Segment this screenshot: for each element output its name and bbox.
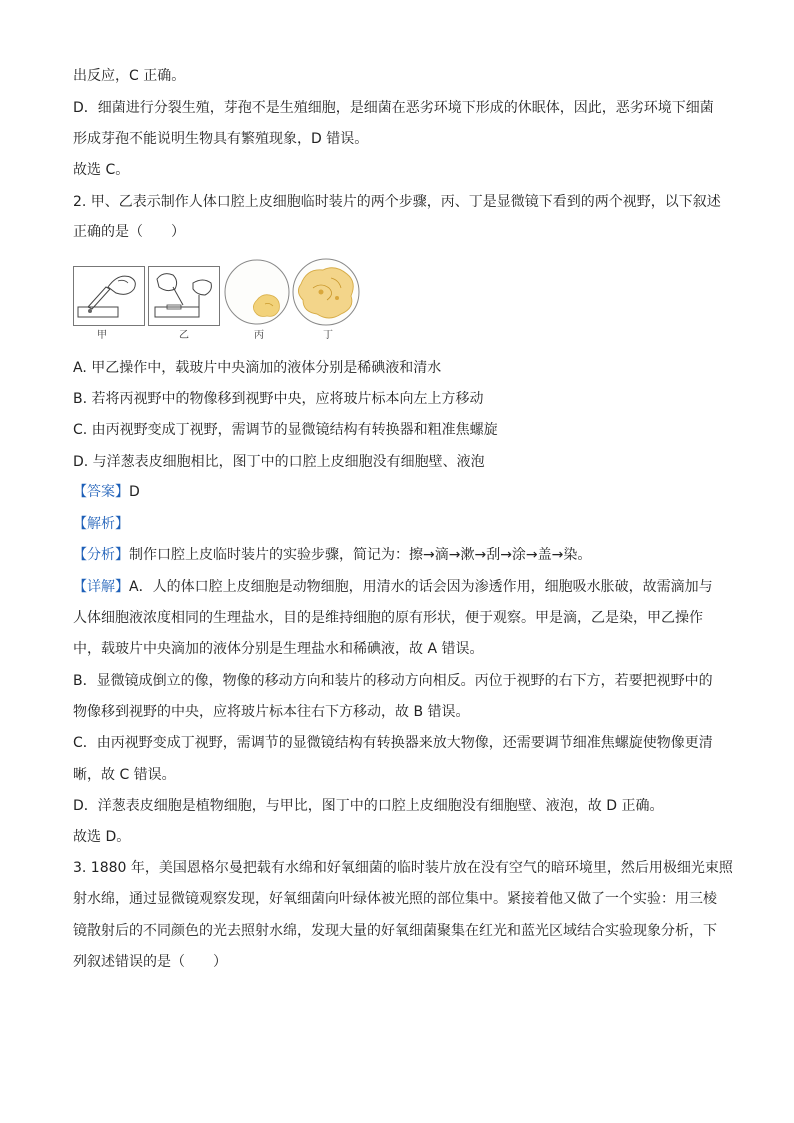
microscope-view-ding: [291, 258, 361, 328]
question-3-stem-cont: 射水绵，通过显微镜观察发现，好氧细菌向叶绿体被光照的部位集中。紧接着他又做了一个实验：用三棱: [73, 891, 717, 907]
text-line: D．洋葱表皮细胞是植物细胞，与甲比，图丁中的口腔上皮细胞没有细胞壁、液泡，故 D 正确。: [73, 798, 664, 814]
xiangjie-line: [73, 577, 713, 597]
caption-bing: 丙: [254, 330, 264, 341]
text-line: 物像移到视野的中央，应将玻片标本往右下方移动，故 B 错误。: [73, 704, 470, 720]
fenxi-line: [73, 545, 591, 565]
question-3-stem-cont: 列叙述错误的是（ ）: [73, 954, 227, 970]
text-line: 晰，故 C 错误。: [73, 767, 176, 783]
question-2-stem: 2. 甲、乙表示制作人体口腔上皮细胞临时装片的两个步骤，丙、丁是显微镜下看到的两个视野，以下叙述: [73, 194, 721, 210]
answer-tag: 【答案】: [73, 484, 129, 500]
text-line: D．细菌进行分裂生殖，芽孢不是生殖细胞，是细菌在恶劣环境下形成的休眠体，因此，恶劣环境下细菌: [73, 100, 714, 116]
option-d: D. 与洋葱表皮细胞相比，图丁中的口腔上皮细胞没有细胞壁、液泡: [73, 454, 485, 470]
fenxi-tag: 【分析】: [73, 547, 129, 563]
option-b: B. 若将丙视野中的物像移到视野中央，应将玻片标本向左上方移动: [73, 391, 484, 407]
dropper-hand-illustration: [74, 267, 144, 325]
answer-value: D: [129, 484, 140, 500]
caption-ding: 丁: [323, 330, 333, 341]
microscope-view-bing: [223, 258, 291, 328]
text-line: 故选 C。: [73, 162, 130, 178]
text-line: 故选 D。: [73, 829, 131, 845]
figure-panel-jia: [73, 266, 145, 326]
text-line: C．由丙视野变成丁视野，需调节的显微镜结构有转换器来放大物像，还需要调节细准焦螺旋使物像更清: [73, 735, 713, 751]
text-line: 人体细胞液浓度相同的生理盐水，目的是维持细胞的原有形状，便于观察。甲是滴，乙是染，甲乙操作: [73, 610, 703, 626]
caption-yi: 乙: [179, 330, 189, 341]
staining-hand-illustration: [149, 267, 219, 325]
question-3-stem-cont: 镜散射后的不同颜色的光去照射水绵，发现大量的好氧细菌聚集在红光和蓝光区域结合实验现象分析，下: [73, 923, 717, 939]
text-line: 出反应，C 正确。: [73, 68, 186, 84]
question-2-stem-cont: 正确的是（ ）: [73, 224, 185, 240]
caption-jia: 甲: [97, 330, 107, 341]
option-a: A. 甲乙操作中，载玻片中央滴加的液体分别是稀碘液和清水: [73, 360, 442, 376]
text-line: B．显微镜成倒立的像，物像的移动方向和装片的移动方向相反。丙位于视野的右下方，若要把视野中的: [73, 673, 713, 689]
question-3-stem: 3. 1880 年，美国恩格尔曼把载有水绵和好氧细菌的临时装片放在没有空气的暗环境里，然后用极细光束照: [73, 860, 733, 876]
text-line: 中，载玻片中央滴加的液体分别是生理盐水和稀碘液，故 A 错误。: [73, 641, 484, 657]
option-c: C. 由丙视野变成丁视野，需调节的显微镜结构有转换器和粗准焦螺旋: [73, 422, 498, 438]
answer-line: [73, 482, 140, 502]
xiangjie-tag: 【详解】: [73, 579, 129, 595]
xiangjie-text: A．人的体口腔上皮细胞是动物细胞，用清水的话会因为渗透作用，细胞吸水胀破，故需滴加与: [129, 579, 713, 595]
text-line: 形成芽孢不能说明生物具有繁殖现象，D 错误。: [73, 131, 369, 147]
fenxi-text: 制作口腔上皮临时装片的实验步骤，简记为：擦→滴→漱→刮→涂→盖→染。: [129, 547, 592, 563]
figure-panel-yi: [148, 266, 220, 326]
analysis-tag: 【解析】: [73, 516, 129, 532]
analysis-heading: [73, 514, 129, 534]
question-2-figure: [73, 258, 373, 348]
